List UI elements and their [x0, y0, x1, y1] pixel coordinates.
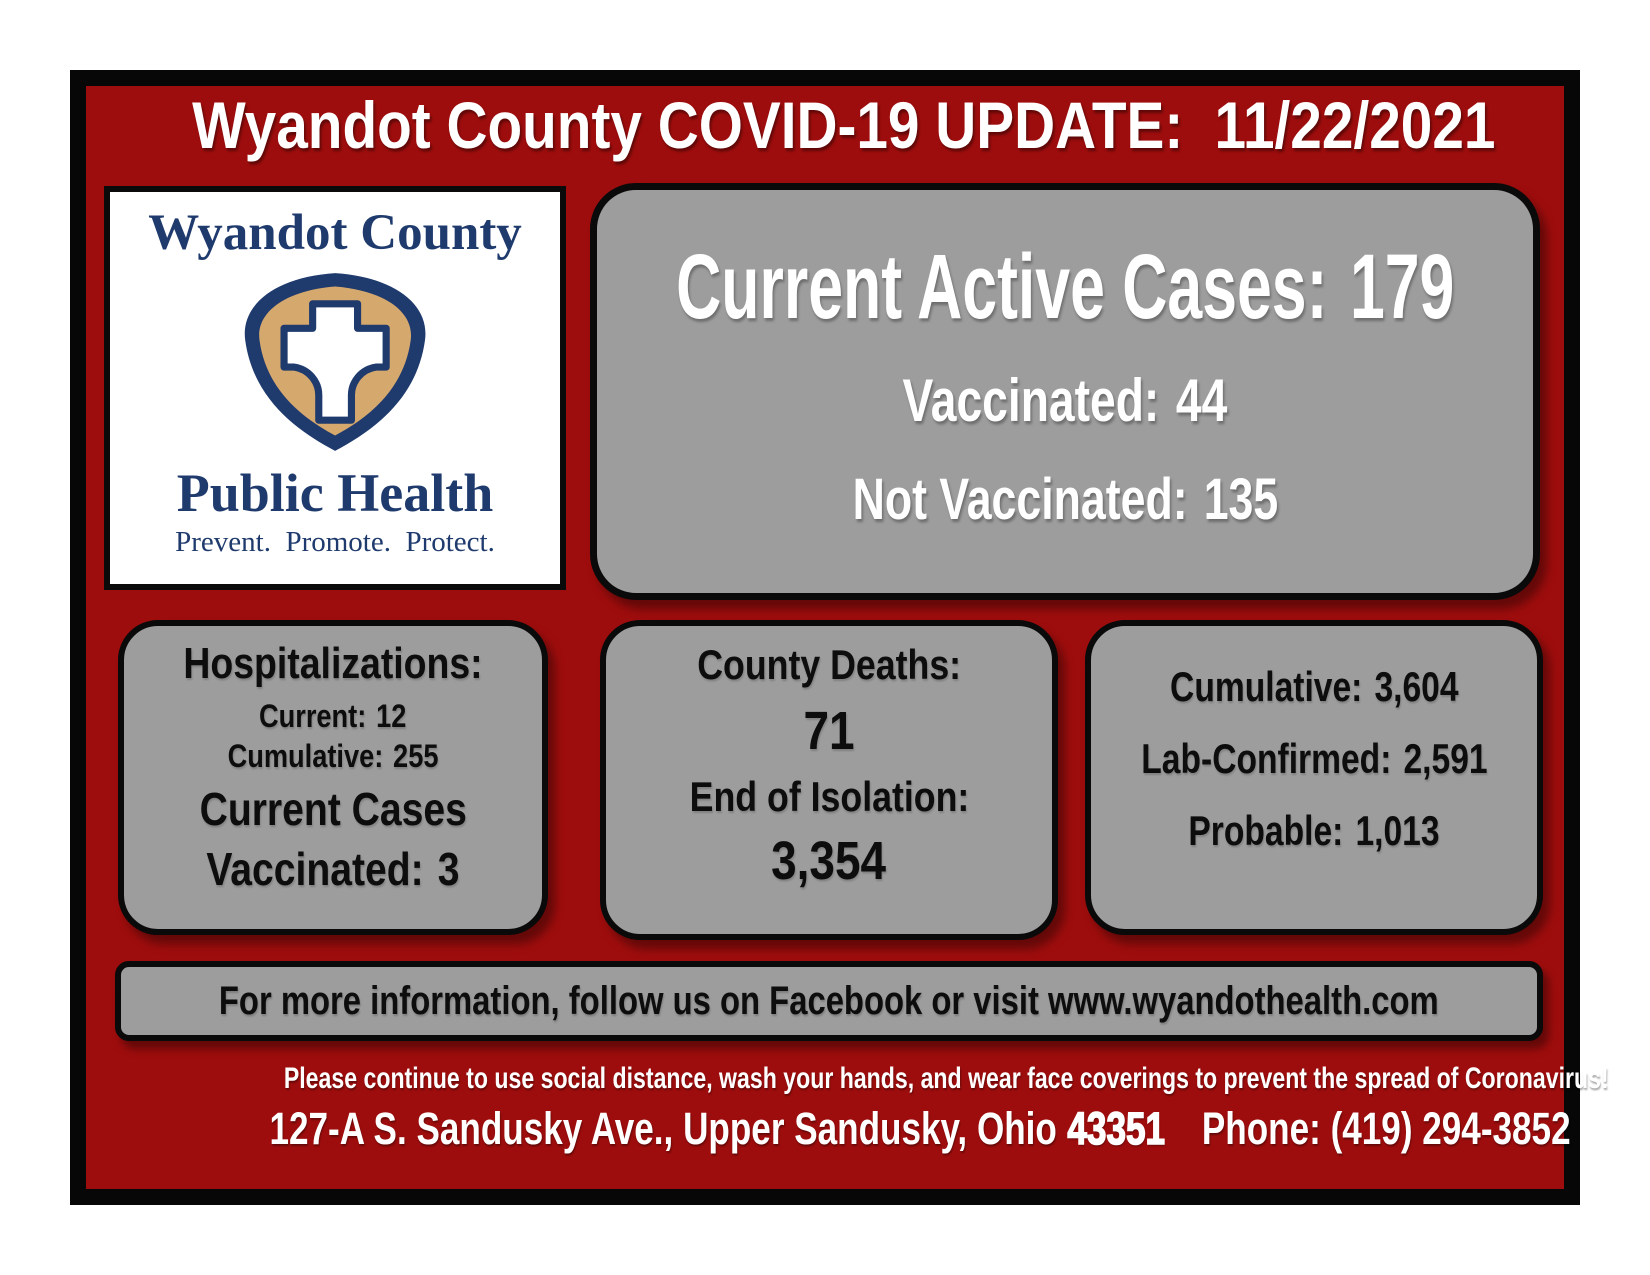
page-title-date: 11/22/2021 [1214, 88, 1496, 162]
vaccinated-label: Vaccinated: [902, 366, 1160, 434]
active-cases-heading-value: 179 [1349, 235, 1455, 338]
current-cases-vaccinated-label: Vaccinated: [206, 843, 424, 895]
header [86, 88, 1564, 162]
totals-probable-line [1188, 807, 1440, 854]
deaths-value: 71 [803, 701, 855, 761]
deaths-heading: County Deaths: [697, 641, 961, 688]
not-vaccinated-value: 135 [1203, 466, 1278, 532]
active-cases-panel [590, 183, 1540, 600]
current-cases-vaccinated-line [206, 843, 460, 895]
hospitalizations-cumulative-value: 255 [393, 738, 439, 774]
address-phone: Phone: (419) 294-3852 [1201, 1103, 1571, 1154]
hospitalizations-current-line [259, 700, 406, 732]
totals-lab-line [1140, 735, 1488, 782]
shield-cross-icon [233, 265, 437, 459]
isolation-label: End of Isolation: [689, 773, 969, 820]
advice-text: Please continue to use social distance, wash your hands, and wear face coverings to prevent the spread of Coronavirus! [283, 1062, 1609, 1095]
logo-org-name: Wyandot County [148, 205, 522, 261]
address-street: 127-A S. Sandusky Ave., Upper Sandusky, Ohio [269, 1103, 1057, 1154]
active-cases-heading [675, 235, 1455, 338]
vaccinated-line [902, 366, 1228, 434]
hospitalizations-panel [118, 620, 548, 935]
advice-line [86, 1062, 1609, 1096]
totals-panel [1085, 620, 1543, 935]
address-content [269, 1103, 1571, 1154]
hospitalizations-cumulative-line [228, 740, 439, 772]
logo-public-health: Public Health [176, 463, 494, 523]
current-cases-subheading: Current Cases [199, 783, 467, 835]
page-title-label: Wyandot County COVID-19 UPDATE: [192, 88, 1184, 162]
totals-lab-label: Lab-Confirmed: [1140, 735, 1391, 782]
totals-probable-label: Probable: [1188, 807, 1344, 854]
current-cases-vaccinated-value: 3 [437, 843, 460, 895]
totals-probable-value: 1,013 [1355, 807, 1440, 854]
vaccinated-value: 44 [1176, 366, 1228, 434]
logo-tagline: Prevent. Promote. Protect. [175, 526, 495, 558]
totals-cumulative-value: 3,604 [1374, 663, 1459, 710]
isolation-value: 3,354 [771, 831, 887, 891]
hospitalizations-current-value: 12 [376, 698, 407, 734]
totals-cumulative-line [1169, 663, 1459, 710]
not-vaccinated-label: Not Vaccinated: [852, 466, 1188, 532]
address-zip: 43351 [1067, 1103, 1166, 1154]
logo-panel [104, 186, 566, 590]
info-bar [115, 961, 1543, 1041]
hospitalizations-cumulative-label: Cumulative: [227, 738, 384, 774]
deaths-panel [600, 620, 1058, 940]
active-cases-heading-label: Current Active Cases: [675, 235, 1328, 338]
totals-lab-value: 2,591 [1403, 735, 1488, 782]
page-title [192, 88, 1496, 162]
hospitalizations-heading: Hospitalizations: [183, 639, 483, 688]
totals-cumulative-label: Cumulative: [1169, 663, 1363, 710]
address-line [86, 1103, 1571, 1154]
info-bar-text: For more information, follow us on Facebook or visit www.wyandothealth.com [219, 978, 1439, 1023]
poster-frame [70, 70, 1609, 1205]
hospitalizations-current-label: Current: [259, 698, 367, 734]
not-vaccinated-line [852, 466, 1278, 532]
